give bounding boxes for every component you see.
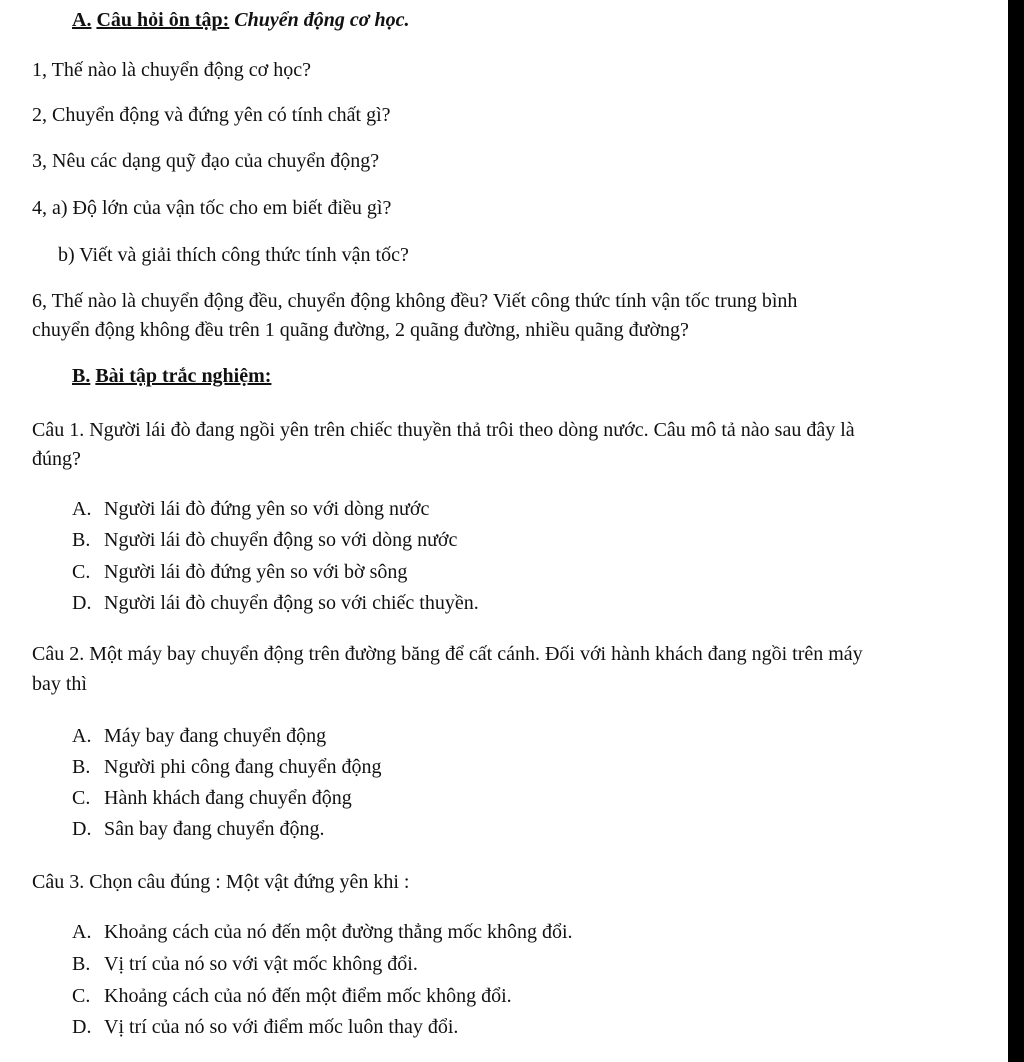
question-6-line1: 6, Thế nào là chuyển động đều, chuyển động không đều? Viết công thức tính vận tốc trung bình bbox=[32, 290, 798, 312]
cau3-option-b bbox=[72, 952, 418, 976]
cau1-option-b bbox=[72, 528, 457, 552]
question-3: 3, Nêu các dạng quỹ đạo của chuyển động? bbox=[32, 150, 380, 172]
question-4a: 4, a) Độ lớn của vận tốc cho em biết điều gì? bbox=[32, 197, 392, 219]
option-letter: D. bbox=[72, 818, 92, 840]
cau1-line1: Câu 1. Người lái đò đang ngồi yên trên chiếc thuyền thả trôi theo dòng nước. Câu mô tả nào sau đây là bbox=[32, 419, 855, 441]
option-text: Người phi công đang chuyển động bbox=[104, 756, 382, 778]
cau2-line2: bay thì bbox=[32, 673, 87, 695]
cau1-option-c bbox=[72, 560, 407, 584]
option-text: Khoảng cách của nó đến một điểm mốc không đổi. bbox=[104, 985, 512, 1007]
section-b-label: B. bbox=[72, 365, 91, 387]
cau3-option-a bbox=[72, 920, 573, 944]
section-a-title: Câu hỏi ôn tập: bbox=[96, 9, 230, 31]
cau2-line1: Câu 2. Một máy bay chuyển động trên đường băng để cất cánh. Đối với hành khách đang ngồi trên máy bbox=[32, 643, 863, 665]
question-2: 2, Chuyển động và đứng yên có tính chất gì? bbox=[32, 104, 391, 126]
option-letter: A. bbox=[72, 725, 92, 747]
option-text: Máy bay đang chuyển động bbox=[104, 725, 327, 747]
cau2-option-b bbox=[72, 755, 381, 779]
cau1-line2: đúng? bbox=[32, 448, 81, 470]
question-6-line2: chuyển động không đều trên 1 quãng đường, 2 quãng đường, nhiều quãng đường? bbox=[32, 319, 689, 341]
option-letter: C. bbox=[72, 787, 91, 809]
option-letter: C. bbox=[72, 561, 91, 583]
option-text: Người lái đò chuyển động so với chiếc thuyền. bbox=[104, 592, 479, 614]
option-text: Người lái đò đứng yên so với bờ sông bbox=[104, 561, 408, 583]
cau2-option-d bbox=[72, 817, 325, 841]
option-text: Người lái đò chuyển động so với dòng nước bbox=[104, 529, 458, 551]
option-text: Vị trí của nó so với vật mốc không đổi. bbox=[104, 953, 418, 975]
section-a-heading bbox=[72, 8, 409, 32]
section-b-title: Bài tập trắc nghiệm: bbox=[95, 365, 272, 387]
cau3-option-d bbox=[72, 1015, 458, 1039]
section-a-label: A. bbox=[72, 9, 92, 31]
option-text: Vị trí của nó so với điểm mốc luôn thay đổi. bbox=[104, 1016, 459, 1038]
section-b-heading bbox=[72, 364, 271, 388]
option-letter: D. bbox=[72, 1016, 92, 1038]
section-a-subtitle: Chuyển động cơ học. bbox=[234, 9, 410, 31]
option-letter: C. bbox=[72, 985, 91, 1007]
option-text: Khoảng cách của nó đến một đường thẳng mốc không đổi. bbox=[104, 921, 573, 943]
option-letter: D. bbox=[72, 592, 92, 614]
option-letter: B. bbox=[72, 756, 91, 778]
cau3-line1: Câu 3. Chọn câu đúng : Một vật đứng yên khi : bbox=[32, 871, 410, 893]
option-letter: B. bbox=[72, 953, 91, 975]
question-1: 1, Thế nào là chuyển động cơ học? bbox=[32, 59, 312, 81]
cau3-option-c bbox=[72, 984, 512, 1008]
question-4b: b) Viết và giải thích công thức tính vận tốc? bbox=[58, 244, 409, 266]
option-letter: A. bbox=[72, 498, 92, 520]
cau2-option-a bbox=[72, 724, 326, 748]
option-text: Hành khách đang chuyển động bbox=[104, 787, 352, 809]
option-text: Sân bay đang chuyển động. bbox=[104, 818, 325, 840]
option-text: Người lái đò đứng yên so với dòng nước bbox=[104, 498, 430, 520]
option-letter: B. bbox=[72, 529, 91, 551]
cau2-option-c bbox=[72, 786, 352, 810]
cau1-option-a bbox=[72, 497, 429, 521]
cau1-option-d bbox=[72, 591, 479, 615]
option-letter: A. bbox=[72, 921, 92, 943]
